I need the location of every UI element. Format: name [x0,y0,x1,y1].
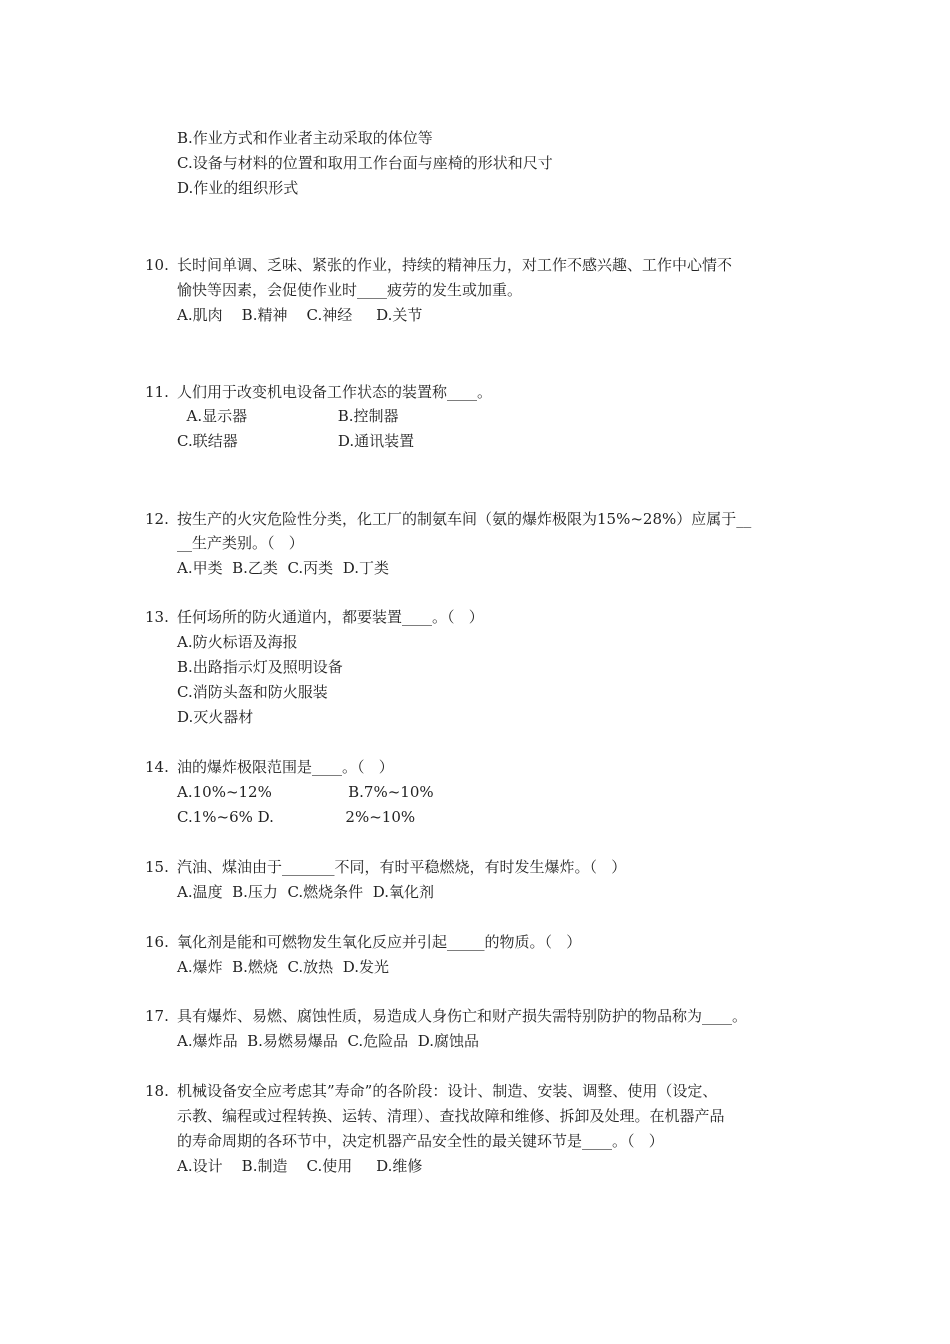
q10-text-line2: 愉快等因素，会促使作业时____疲劳的发生或加重。 [177,281,523,299]
q11-options-cd: C.联结器 D.通讯装置 [177,432,415,450]
q12-text-line2: __生产类别。（ ） [177,534,304,552]
q18-text-line3: 的寿命周期的各环节中，决定机器产品安全性的最关键环节是____。（ ） [177,1132,664,1150]
q10-number: 10. [145,256,169,274]
q13-option-b: B.出路指示灯及照明设备 [177,658,343,676]
q13-text: 任何场所的防火通道内，都要装置____。（ ） [177,608,484,626]
q15-number: 15. [145,858,169,876]
q14-options-ab: A.10%~12% B.7%~10% [177,783,434,801]
q11-text: 人们用于改变机电设备工作状态的装置称____。 [177,383,493,401]
q9-option-b: B.作业方式和作业者主动采取的体位等 [177,129,433,147]
q16-text: 氧化剂是能和可燃物发生氧化反应并引起_____的物质。（ ） [177,933,582,951]
q12-text-line1: 按生产的火灾危险性分类，化工厂的制氨车间（氨的爆炸极限为15%~28%）应属于__ [177,510,752,528]
q17-options: A.爆炸品 B.易燃易爆品 C.危险品 D.腐蚀品 [177,1032,479,1050]
q13-option-a: A.防火标语及海报 [177,633,298,651]
q10-options: A.肌肉 B.精神 C.神经 D.关节 [177,306,423,324]
q15-options: A.温度 B.压力 C.燃烧条件 D.氧化剂 [177,883,434,901]
q9-option-d: D.作业的组织形式 [177,179,299,197]
q18-options: A.设计 B.制造 C.使用 D.维修 [177,1157,423,1175]
q12-options: A.甲类 B.乙类 C.丙类 D.丁类 [177,559,389,577]
q12-number: 12. [145,510,169,528]
q14-text: 油的爆炸极限范围是____。（ ） [177,758,394,776]
q11-options-ab: A.显示器 B.控制器 [177,407,399,425]
q14-number: 14. [145,758,169,776]
q9-option-c: C.设备与材料的位置和取用工作台面与座椅的形状和尺寸 [177,154,553,172]
q15-text: 汽油、煤油由于_______不同，有时平稳燃烧，有时发生爆炸。（ ） [177,858,627,876]
q11-number: 11. [145,383,169,401]
q16-options: A.爆炸 B.燃烧 C.放热 D.发光 [177,958,389,976]
q18-number: 18. [145,1082,169,1100]
q14-options-cd: C.1%~6% D. 2%~10% [177,808,416,826]
q10-text-line1: 长时间单调、乏味、紧张的作业，持续的精神压力，对工作不感兴趣、工作中心情不 [177,256,733,274]
q16-number: 16. [145,933,169,951]
q18-text-line1: 机械设备安全应考虑其”寿命”的各阶段：设计、制造、安装、调整、使用（设定、 [177,1082,718,1100]
q18-text-line2: 示教、编程或过程转换、运转、清理）、查找故障和维修、拆卸及处理。在机器产品 [177,1107,725,1125]
q13-option-d: D.灭火器材 [177,708,254,726]
q13-number: 13. [145,608,169,626]
q17-number: 17. [145,1007,169,1025]
q13-option-c: C.消防头盔和防火服装 [177,683,328,701]
q17-text: 具有爆炸、易燃、腐蚀性质，易造成人身伤亡和财产损失需特别防护的物品称为____。 [177,1007,748,1025]
